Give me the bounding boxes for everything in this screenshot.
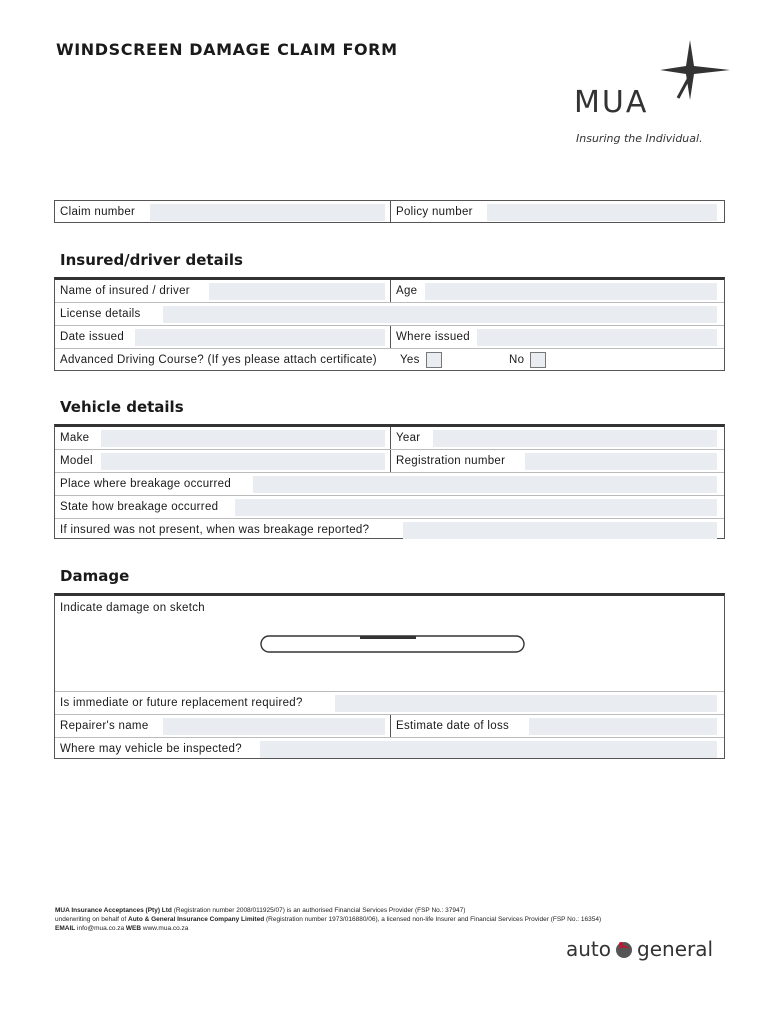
footer-email-label: EMAIL — [55, 925, 76, 932]
footer-underwriter: Auto & General Insurance Company Limited — [128, 916, 265, 923]
age-field[interactable] — [425, 283, 717, 300]
where-issued-field[interactable] — [477, 329, 717, 346]
model-field[interactable] — [101, 453, 385, 470]
how-label: State how breakage occurred — [60, 501, 219, 513]
footer-line1: (Registration number 2008/011925/07) is an authorised Financial Services Provider (FSP No.: 37947) — [171, 907, 466, 914]
policy-number-field[interactable] — [487, 204, 717, 221]
auto-general-logo — [566, 937, 713, 961]
year-field[interactable] — [433, 430, 717, 447]
logo-tagline: Insuring the Individual. — [576, 132, 703, 145]
course-label: Advanced Driving Course? (If yes please attach certificate) — [60, 354, 377, 366]
damage-box — [54, 593, 725, 759]
repairer-field[interactable] — [163, 718, 385, 735]
footer-web[interactable]: www.mua.co.za — [141, 925, 189, 932]
ag-logo-left: auto — [566, 937, 612, 961]
year-label: Year — [396, 432, 421, 444]
vehicle-box — [54, 424, 725, 539]
footer-web-label: WEB — [125, 925, 142, 932]
registration-label: Registration number — [396, 455, 506, 467]
insured-box — [54, 277, 725, 371]
footer-line2-start: underwriting on behalf of — [55, 916, 128, 923]
footer-disclaimer — [55, 906, 755, 933]
sketch-area[interactable] — [55, 596, 724, 692]
claim-box — [54, 200, 725, 223]
footer-email[interactable]: info@mua.co.za — [75, 925, 126, 932]
course-yes-label: Yes — [400, 354, 420, 366]
estimate-label: Estimate date of loss — [396, 720, 510, 732]
registration-field[interactable] — [525, 453, 717, 470]
repairer-label: Repairer's name — [60, 720, 149, 732]
where-issued-label: Where issued — [396, 331, 470, 343]
replacement-label: Is immediate or future replacement required? — [60, 697, 303, 709]
how-field[interactable] — [235, 499, 717, 516]
sketch-label: Indicate damage on sketch — [60, 602, 205, 614]
ag-emblem-icon — [613, 938, 635, 960]
course-yes-checkbox[interactable] — [426, 352, 442, 368]
reported-field[interactable] — [403, 522, 717, 539]
estimate-field[interactable] — [529, 718, 717, 735]
insured-heading: Insured/driver details — [60, 251, 243, 269]
make-label: Make — [60, 432, 90, 444]
reported-label: If insured was not present, when was breakage reported? — [60, 524, 370, 536]
mua-logo — [568, 40, 738, 160]
inspect-label: Where may vehicle be inspected? — [60, 743, 242, 755]
date-issued-label: Date issued — [60, 331, 125, 343]
course-no-label: No — [509, 354, 525, 366]
form-title: WINDSCREEN DAMAGE CLAIM FORM — [56, 40, 398, 59]
license-field[interactable] — [163, 306, 717, 323]
replacement-field[interactable] — [335, 695, 717, 712]
vehicle-heading: Vehicle details — [60, 398, 184, 416]
license-label: License details — [60, 308, 141, 320]
place-label: Place where breakage occurred — [60, 478, 232, 490]
make-field[interactable] — [101, 430, 385, 447]
insured-name-label: Name of insured / driver — [60, 285, 190, 297]
date-issued-field[interactable] — [135, 329, 385, 346]
ag-logo-right: general — [637, 937, 714, 961]
star-icon — [660, 40, 730, 100]
claim-number-field[interactable] — [150, 204, 385, 221]
model-label: Model — [60, 455, 93, 467]
place-field[interactable] — [253, 476, 717, 493]
damage-heading: Damage — [60, 567, 130, 585]
inspect-field[interactable] — [260, 741, 717, 758]
age-label: Age — [396, 285, 418, 297]
windscreen-sketch — [260, 634, 525, 654]
insured-name-field[interactable] — [209, 283, 385, 300]
policy-number-label: Policy number — [396, 206, 473, 218]
footer-company: MUA Insurance Acceptances (Pty) Ltd — [55, 907, 172, 914]
logo-wordmark: MUA — [574, 85, 649, 120]
course-no-checkbox[interactable] — [530, 352, 546, 368]
claim-number-label: Claim number — [60, 206, 136, 218]
footer-line2: (Registration number 1973/016880/06), a licensed non-life Insurer and Financial Services Provider (FSP No.: 16354) — [264, 916, 602, 923]
